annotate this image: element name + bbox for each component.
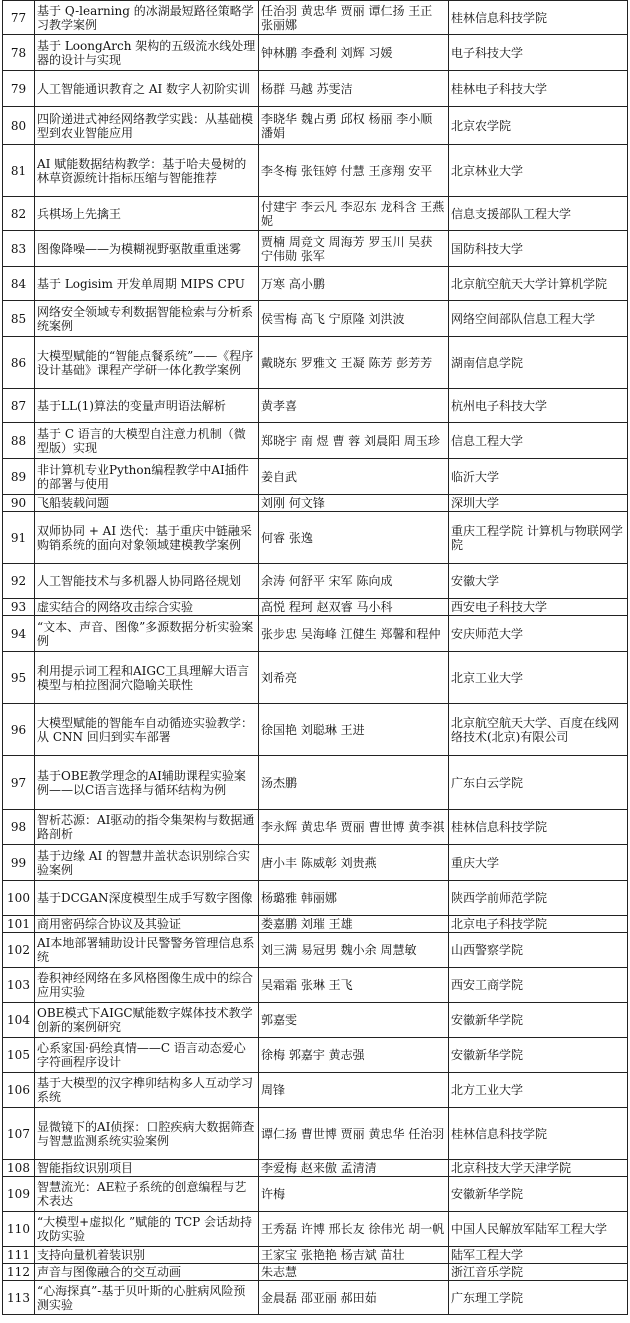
table-row bbox=[3, 1177, 628, 1212]
table-row bbox=[3, 1038, 628, 1073]
row-number: 103 bbox=[3, 968, 35, 1003]
project-title: 四阶递进式神经网络教学实践：从基础模型到农业智能应用 bbox=[35, 107, 259, 145]
institution: 信息支援部队工程大学 bbox=[449, 197, 628, 231]
institution: 北京航空航天大学、百度在线网络技术(北京)有限公司 bbox=[449, 704, 628, 756]
table-row bbox=[3, 1281, 628, 1315]
project-title: 人工智能通识教育之 AI 数字人初阶实训 bbox=[35, 71, 259, 107]
row-number: 94 bbox=[3, 616, 35, 652]
project-title: 基于LL(1)算法的变量声明语法解析 bbox=[35, 389, 259, 423]
table-row bbox=[3, 564, 628, 599]
row-number: 110 bbox=[3, 1212, 35, 1247]
project-title: “文本、声音、图像”多源数据分析实验案例 bbox=[35, 616, 259, 652]
project-title: 基于 C 语言的大模型自注意力机制（微型版）实现 bbox=[35, 423, 259, 459]
table-row bbox=[3, 1108, 628, 1160]
institution: 重庆工程学院 计算机与物联网学院 bbox=[449, 512, 628, 564]
project-list-table bbox=[2, 0, 628, 1315]
authors: 杨璐雅 韩丽娜 bbox=[259, 881, 449, 916]
institution: 北京航空航天大学计算机学院 bbox=[449, 267, 628, 301]
authors: 吴霜霜 张琳 王飞 bbox=[259, 968, 449, 1003]
row-number: 81 bbox=[3, 145, 35, 197]
project-title: 商用密码综合协议及其验证 bbox=[35, 916, 259, 933]
table-row bbox=[3, 1, 628, 35]
project-title: 基于大模型的汉字榫卯结构多人互动学习系统 bbox=[35, 1073, 259, 1108]
institution: 中国人民解放军陆军工程大学 bbox=[449, 1212, 628, 1247]
table-row bbox=[3, 968, 628, 1003]
table-row bbox=[3, 145, 628, 197]
authors: 王秀磊 许博 邢长友 徐伟光 胡一帆 bbox=[259, 1212, 449, 1247]
institution: 安徽新华学院 bbox=[449, 1038, 628, 1073]
authors: 郭嘉雯 bbox=[259, 1003, 449, 1038]
row-number: 80 bbox=[3, 107, 35, 145]
project-title: 人工智能技术与多机器人协同路径规划 bbox=[35, 564, 259, 599]
table-row bbox=[3, 337, 628, 389]
project-title: 基于边缘 AI 的智慧井盖状态识别综合实验案例 bbox=[35, 845, 259, 881]
row-number: 95 bbox=[3, 652, 35, 704]
institution: 北方工业大学 bbox=[449, 1073, 628, 1108]
table-row bbox=[3, 810, 628, 845]
institution: 桂林电子科技大学 bbox=[449, 71, 628, 107]
institution: 北京科技大学天津学院 bbox=[449, 1160, 628, 1177]
project-title: 图像降噪——为模糊视野驱散重重迷雾 bbox=[35, 231, 259, 267]
institution: 桂林信息科技学院 bbox=[449, 1108, 628, 1160]
row-number: 98 bbox=[3, 810, 35, 845]
row-number: 84 bbox=[3, 267, 35, 301]
table-row bbox=[3, 599, 628, 616]
table-row bbox=[3, 231, 628, 267]
institution: 陆军工程大学 bbox=[449, 1247, 628, 1264]
authors: 刘刚 何文锋 bbox=[259, 495, 449, 512]
authors: 付建宇 李云凡 李忍东 龙科含 王燕妮 bbox=[259, 197, 449, 231]
institution: 西安工商学院 bbox=[449, 968, 628, 1003]
project-title: 利用提示词工程和AIGC工具理解大语言模型与柏拉图洞穴隐喻关联性 bbox=[35, 652, 259, 704]
row-number: 77 bbox=[3, 1, 35, 35]
authors: 汤杰鹏 bbox=[259, 756, 449, 810]
table-row bbox=[3, 389, 628, 423]
table-row bbox=[3, 756, 628, 810]
authors: 刘希亮 bbox=[259, 652, 449, 704]
table-row bbox=[3, 1073, 628, 1108]
authors: 娄嘉鹏 刘璀 王雄 bbox=[259, 916, 449, 933]
institution: 湖南信息学院 bbox=[449, 337, 628, 389]
institution: 安徽新华学院 bbox=[449, 1177, 628, 1212]
authors: 金晨磊 邵亚丽 郝田茹 bbox=[259, 1281, 449, 1315]
institution: 广东理工学院 bbox=[449, 1281, 628, 1315]
row-number: 85 bbox=[3, 301, 35, 337]
table-row bbox=[3, 1160, 628, 1177]
authors: 谭仁扬 曹世博 贾丽 黄忠华 任治羽 bbox=[259, 1108, 449, 1160]
row-number: 104 bbox=[3, 1003, 35, 1038]
project-title: 智慧流光：AE粒子系统的创意编程与艺术表达 bbox=[35, 1177, 259, 1212]
authors: 何睿 张逸 bbox=[259, 512, 449, 564]
project-title: 支持向量机着装识别 bbox=[35, 1247, 259, 1264]
authors: 高悦 程珂 赵双睿 马小科 bbox=[259, 599, 449, 616]
authors: 徐梅 郭嘉宇 黄志强 bbox=[259, 1038, 449, 1073]
institution: 临沂大学 bbox=[449, 459, 628, 495]
authors: 余涛 何舒平 宋军 陈向成 bbox=[259, 564, 449, 599]
table-row bbox=[3, 423, 628, 459]
authors: 周锋 bbox=[259, 1073, 449, 1108]
authors: 万寒 高小鹏 bbox=[259, 267, 449, 301]
authors: 郑晓宇 南 煜 曹 蓉 刘晨阳 周玉珍 bbox=[259, 423, 449, 459]
authors: 黄孝喜 bbox=[259, 389, 449, 423]
row-number: 97 bbox=[3, 756, 35, 810]
institution: 桂林信息科技学院 bbox=[449, 1, 628, 35]
institution: 网络空间部队信息工程大学 bbox=[449, 301, 628, 337]
row-number: 109 bbox=[3, 1177, 35, 1212]
project-title: OBE模式下AIGC赋能数字媒体技术教学创新的案例研究 bbox=[35, 1003, 259, 1038]
project-title: 基于 Logisim 开发单周期 MIPS CPU bbox=[35, 267, 259, 301]
authors: 徐国艳 刘聪琳 王进 bbox=[259, 704, 449, 756]
institution: 桂林信息科技学院 bbox=[449, 810, 628, 845]
authors: 姜自武 bbox=[259, 459, 449, 495]
table-row bbox=[3, 512, 628, 564]
project-title: 心系家国·码绘真情——C 语言动态爱心字符画程序设计 bbox=[35, 1038, 259, 1073]
row-number: 82 bbox=[3, 197, 35, 231]
table-body bbox=[3, 1, 628, 1315]
authors: 钟林鹏 李叠利 刘辉 习媛 bbox=[259, 35, 449, 71]
table-row bbox=[3, 71, 628, 107]
project-title: AI 赋能数据结构教学：基于哈夫曼树的林草资源统计指标压缩与智能推荐 bbox=[35, 145, 259, 197]
institution: 安徽大学 bbox=[449, 564, 628, 599]
authors: 任治羽 黄忠华 贾丽 谭仁扬 王正 张丽娜 bbox=[259, 1, 449, 35]
authors: 许梅 bbox=[259, 1177, 449, 1212]
authors: 王家宝 张艳艳 杨吉斌 苗壮 bbox=[259, 1247, 449, 1264]
institution: 广东白云学院 bbox=[449, 756, 628, 810]
institution: 国防科技大学 bbox=[449, 231, 628, 267]
institution: 信息工程大学 bbox=[449, 423, 628, 459]
row-number: 93 bbox=[3, 599, 35, 616]
row-number: 87 bbox=[3, 389, 35, 423]
project-title: 兵棋场上先擒王 bbox=[35, 197, 259, 231]
authors: 朱志慧 bbox=[259, 1264, 449, 1281]
project-title: 虚实结合的网络攻击综合实验 bbox=[35, 599, 259, 616]
authors: 刘三满 易冠男 魏小余 周慧敏 bbox=[259, 933, 449, 968]
row-number: 99 bbox=[3, 845, 35, 881]
authors: 贾楠 周竞文 周海芳 罗玉川 吴获 宁伟勋 张军 bbox=[259, 231, 449, 267]
row-number: 91 bbox=[3, 512, 35, 564]
row-number: 86 bbox=[3, 337, 35, 389]
authors: 杨群 马越 苏雯洁 bbox=[259, 71, 449, 107]
row-number: 102 bbox=[3, 933, 35, 968]
table-row bbox=[3, 459, 628, 495]
institution: 重庆大学 bbox=[449, 845, 628, 881]
project-title: 智析芯源：AI驱动的指令集架构与数据通路剖析 bbox=[35, 810, 259, 845]
row-number: 83 bbox=[3, 231, 35, 267]
institution: 北京工业大学 bbox=[449, 652, 628, 704]
project-title: 双师协同 + AI 迭代：基于重庆中链融采购销系统的面向对象领域建模教学案例 bbox=[35, 512, 259, 564]
table-row bbox=[3, 301, 628, 337]
row-number: 112 bbox=[3, 1264, 35, 1281]
row-number: 79 bbox=[3, 71, 35, 107]
row-number: 113 bbox=[3, 1281, 35, 1315]
project-title: 显微镜下的AI侦探：口腔疾病大数据筛查与智慧监测系统实验案例 bbox=[35, 1108, 259, 1160]
institution: 深圳大学 bbox=[449, 495, 628, 512]
project-title: 飞船装载问题 bbox=[35, 495, 259, 512]
row-number: 92 bbox=[3, 564, 35, 599]
row-number: 90 bbox=[3, 495, 35, 512]
table-row bbox=[3, 1247, 628, 1264]
project-title: 基于 Q-learning 的冰湖最短路径策略学习教学案例 bbox=[35, 1, 259, 35]
authors: 李冬梅 张钰婷 付慧 王彦翔 安平 bbox=[259, 145, 449, 197]
row-number: 108 bbox=[3, 1160, 35, 1177]
row-number: 106 bbox=[3, 1073, 35, 1108]
project-title: 卷积神经网络在多风格图像生成中的综合应用实验 bbox=[35, 968, 259, 1003]
table-row bbox=[3, 35, 628, 71]
project-title: 基于OBE教学理念的AI辅助课程实验案例——以C语言选择与循环结构为例 bbox=[35, 756, 259, 810]
project-title: “大模型+虚拟化 ”赋能的 TCP 会话劫持攻防实验 bbox=[35, 1212, 259, 1247]
project-title: 网络安全领域专利数据智能检索与分析系统案例 bbox=[35, 301, 259, 337]
project-title: AI本地部署辅助设计民警警务管理信息系统 bbox=[35, 933, 259, 968]
table-row bbox=[3, 933, 628, 968]
authors: 戴晓东 罗雅文 王凝 陈芳 彭芳芳 bbox=[259, 337, 449, 389]
row-number: 78 bbox=[3, 35, 35, 71]
institution: 北京农学院 bbox=[449, 107, 628, 145]
project-title: 基于 LoongArch 架构的五级流水线处理器的设计与实现 bbox=[35, 35, 259, 71]
authors: 侯雪梅 高飞 宁原隆 刘洪波 bbox=[259, 301, 449, 337]
authors: 李永辉 黄忠华 贾丽 曹世博 黄李祺 bbox=[259, 810, 449, 845]
institution: 陕西学前师范学院 bbox=[449, 881, 628, 916]
authors: 唐小丰 陈威彰 刘贵燕 bbox=[259, 845, 449, 881]
authors: 李爱梅 赵来傲 孟清清 bbox=[259, 1160, 449, 1177]
institution: 北京电子科技学院 bbox=[449, 916, 628, 933]
table-row bbox=[3, 916, 628, 933]
table-row bbox=[3, 495, 628, 512]
row-number: 89 bbox=[3, 459, 35, 495]
table-row bbox=[3, 704, 628, 756]
row-number: 96 bbox=[3, 704, 35, 756]
table-row bbox=[3, 267, 628, 301]
institution: 浙江音乐学院 bbox=[449, 1264, 628, 1281]
project-title: “心海探真”-基于贝叶斯的心脏病风险预测实验 bbox=[35, 1281, 259, 1315]
row-number: 101 bbox=[3, 916, 35, 933]
authors: 张步忠 吴海峰 江健生 郑馨和程仲 bbox=[259, 616, 449, 652]
institution: 山西警察学院 bbox=[449, 933, 628, 968]
row-number: 100 bbox=[3, 881, 35, 916]
project-title: 声音与图像融合的交互动画 bbox=[35, 1264, 259, 1281]
authors: 李晓华 魏占勇 邱权 杨丽 李小顺 潘娟 bbox=[259, 107, 449, 145]
project-title: 基于DCGAN深度模型生成手写数字图像 bbox=[35, 881, 259, 916]
institution: 西安电子科技大学 bbox=[449, 599, 628, 616]
institution: 安庆师范大学 bbox=[449, 616, 628, 652]
table-row bbox=[3, 197, 628, 231]
institution: 电子科技大学 bbox=[449, 35, 628, 71]
project-title: 智能指纹识别项目 bbox=[35, 1160, 259, 1177]
institution: 安徽新华学院 bbox=[449, 1003, 628, 1038]
row-number: 88 bbox=[3, 423, 35, 459]
table-row bbox=[3, 652, 628, 704]
table-row bbox=[3, 1212, 628, 1247]
table-row bbox=[3, 1264, 628, 1281]
table-row bbox=[3, 845, 628, 881]
project-title: 大模型赋能的“智能点餐系统”——《程序设计基础》课程产学研一体化教学案例 bbox=[35, 337, 259, 389]
institution: 杭州电子科技大学 bbox=[449, 389, 628, 423]
row-number: 111 bbox=[3, 1247, 35, 1264]
institution: 北京林业大学 bbox=[449, 145, 628, 197]
table-row bbox=[3, 107, 628, 145]
project-title: 非计算机专业Python编程教学中AI插件的部署与使用 bbox=[35, 459, 259, 495]
project-title: 大模型赋能的智能车自动循迹实验教学：从 CNN 回归到实车部署 bbox=[35, 704, 259, 756]
table-row bbox=[3, 881, 628, 916]
table-row bbox=[3, 616, 628, 652]
row-number: 107 bbox=[3, 1108, 35, 1160]
table-row bbox=[3, 1003, 628, 1038]
row-number: 105 bbox=[3, 1038, 35, 1073]
